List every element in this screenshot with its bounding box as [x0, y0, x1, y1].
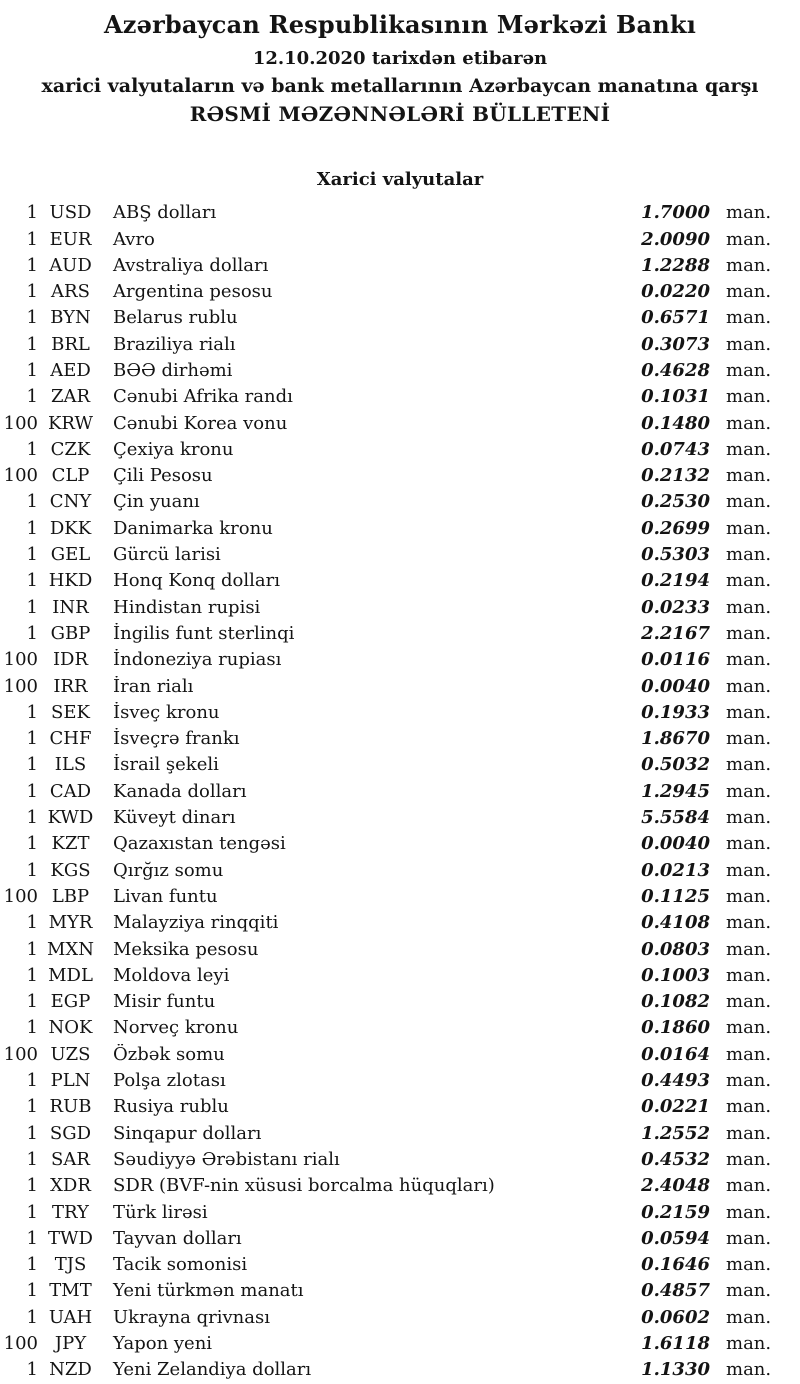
rate-unit-cell: man. — [726, 885, 772, 907]
currency-name-cell: Yeni Zelandiya dolları — [113, 1359, 312, 1381]
rate-value-cell: 0.4857 — [641, 1280, 710, 1302]
currency-name-cell: Cənubi Afrika randı — [113, 386, 293, 408]
rate-row — [0, 463, 772, 489]
rate-value-cell: 1.6118 — [641, 1332, 710, 1354]
rate-unit-cell: man. — [726, 701, 772, 723]
currency-code-cell: HKD — [48, 570, 93, 592]
rate-unit-cell: man. — [726, 412, 772, 434]
rate-value-cell: 1.8670 — [641, 728, 710, 750]
currency-name-cell: Küveyt dinarı — [113, 807, 236, 829]
currency-name-cell: Polşa zlotası — [113, 1070, 226, 1092]
rate-unit-cell: man. — [726, 333, 772, 355]
currency-name-cell: SDR (BVF-nin xüsusi borcalma hüquqları) — [113, 1175, 495, 1197]
currency-name-cell: Yeni türkmən manatı — [113, 1280, 304, 1302]
rate-row — [0, 384, 772, 410]
currency-code-cell: EGP — [50, 991, 91, 1013]
quantity-cell: 100 — [3, 1043, 38, 1065]
rate-value-cell: 1.2552 — [641, 1122, 710, 1144]
currency-code-cell: EUR — [49, 228, 92, 250]
rate-row — [0, 1173, 772, 1199]
rate-unit-cell: man. — [726, 780, 772, 802]
rate-row — [0, 778, 772, 804]
quantity-cell: 100 — [3, 465, 38, 487]
currency-name-cell: Braziliya rialı — [113, 333, 236, 355]
currency-code-cell: JPY — [54, 1332, 87, 1354]
currency-code-cell: PLN — [50, 1070, 91, 1092]
rate-value-cell: 0.4628 — [641, 360, 710, 381]
currency-name-cell: Avstraliya dolları — [113, 254, 269, 276]
rate-value-cell: 0.0743 — [641, 438, 710, 460]
quantity-cell: 1 — [26, 859, 38, 881]
quantity-cell: 1 — [26, 544, 38, 566]
rate-row — [0, 1357, 772, 1383]
currency-code-cell: UZS — [50, 1043, 91, 1065]
currency-name-cell: İsrail şekeli — [113, 754, 219, 776]
rate-unit-cell: man. — [726, 1359, 772, 1381]
rate-value-cell: 0.1031 — [641, 386, 710, 408]
currency-code-cell: BYN — [50, 307, 91, 329]
rate-row — [0, 331, 772, 357]
currency-name-cell: Özbək somu — [113, 1043, 225, 1065]
quantity-cell: 100 — [3, 649, 38, 671]
rate-unit-cell: man. — [726, 1096, 772, 1118]
rate-value-cell: 1.7000 — [641, 202, 710, 224]
currency-name-cell: Moldova leyi — [113, 964, 230, 986]
rate-unit-cell: man. — [726, 1280, 772, 1302]
currency-code-cell: TJS — [54, 1254, 87, 1276]
rate-unit-cell: man. — [726, 386, 772, 408]
quantity-cell: 1 — [26, 570, 38, 592]
currency-name-cell: İsveç kronu — [113, 701, 220, 723]
quantity-cell: 1 — [26, 728, 38, 750]
rate-unit-cell: man. — [726, 649, 772, 671]
quantity-cell: 1 — [26, 833, 38, 855]
quantity-cell: 1 — [26, 1017, 38, 1039]
rate-unit-cell: man. — [726, 307, 772, 329]
rate-value-cell: 0.0220 — [641, 281, 710, 303]
rate-value-cell: 2.4048 — [641, 1175, 710, 1197]
rate-row — [0, 305, 772, 331]
quantity-cell: 1 — [26, 1254, 38, 1276]
currency-name-cell: Argentina pesosu — [113, 281, 273, 303]
rate-value-cell: 0.1480 — [641, 412, 710, 434]
rate-unit-cell: man. — [726, 281, 772, 303]
currency-name-cell: Səudiyyə Ərəbistanı rialı — [113, 1148, 340, 1170]
rate-value-cell: 0.5032 — [641, 754, 710, 776]
currency-code-cell: MDL — [48, 964, 93, 986]
currency-code-cell: IDR — [52, 649, 89, 671]
rate-unit-cell: man. — [726, 465, 772, 487]
rate-value-cell: 0.2530 — [641, 491, 710, 513]
rate-row — [0, 1278, 772, 1304]
currency-name-cell: Qazaxıstan tengəsi — [113, 833, 286, 855]
rate-value-cell: 0.4493 — [641, 1070, 710, 1092]
rate-row — [0, 515, 772, 541]
rate-unit-cell: man. — [726, 517, 772, 539]
currency-code-cell: LBP — [51, 885, 90, 907]
currency-code-cell: AUD — [49, 254, 92, 276]
rate-value-cell: 1.2288 — [641, 254, 710, 276]
rate-unit-cell: man. — [726, 1306, 772, 1328]
currency-code-cell: BRL — [51, 333, 90, 355]
rate-unit-cell: man. — [726, 1201, 772, 1223]
rate-value-cell: 0.0221 — [641, 1096, 710, 1118]
quantity-cell: 1 — [26, 491, 38, 513]
rate-row — [0, 726, 772, 752]
rate-value-cell: 0.1125 — [641, 885, 710, 907]
subtitle-line: xarici valyutaların və bank metallarının Azərbaycan manatına qarşı — [41, 75, 759, 98]
currency-code-cell: KRW — [47, 412, 94, 434]
currency-code-cell: UAH — [48, 1306, 93, 1328]
currency-name-cell: İngilis funt sterlinqi — [113, 622, 295, 644]
rate-value-cell: 1.2945 — [641, 780, 710, 802]
quantity-cell: 1 — [26, 622, 38, 644]
rate-row — [0, 1015, 772, 1041]
currency-name-cell: Norveç kronu — [113, 1017, 239, 1039]
currency-name-cell: İndoneziya rupiası — [113, 649, 282, 671]
quantity-cell: 1 — [26, 912, 38, 934]
currency-code-cell: KZT — [51, 833, 90, 855]
rate-unit-cell: man. — [726, 596, 772, 618]
currency-code-cell: SAR — [51, 1148, 90, 1170]
rate-value-cell: 0.1933 — [641, 701, 710, 723]
rate-row — [0, 962, 772, 988]
currency-name-cell: Çin yuanı — [113, 491, 200, 513]
currency-name-cell: Misir funtu — [113, 991, 216, 1013]
quantity-cell: 100 — [3, 1332, 38, 1354]
quantity-cell: 1 — [26, 938, 38, 960]
currency-name-cell: Kanada dolları — [113, 780, 247, 802]
rate-row — [0, 200, 772, 226]
rate-row — [0, 252, 772, 278]
bulletin-title: RƏSMİ MƏZƏNNƏLƏRİ BÜLLETENİ — [189, 101, 611, 126]
rate-value-cell: 0.0803 — [641, 938, 710, 960]
quantity-cell: 1 — [26, 307, 38, 329]
currency-name-cell: Livan funtu — [113, 885, 218, 907]
rate-value-cell: 0.2194 — [641, 570, 710, 592]
quantity-cell: 1 — [26, 807, 38, 829]
currency-code-cell: SGD — [49, 1122, 92, 1144]
quantity-cell: 1 — [26, 1227, 38, 1249]
exchange-rates-table — [0, 200, 800, 1383]
currency-name-cell: BƏƏ dirhəmi — [113, 360, 233, 381]
quantity-cell: 100 — [3, 675, 38, 697]
rate-row — [0, 1041, 772, 1067]
currency-name-cell: Qırğız somu — [113, 859, 224, 881]
currency-name-cell: Belarus rublu — [113, 307, 238, 329]
quantity-cell: 1 — [26, 780, 38, 802]
currency-code-cell: DKK — [49, 517, 92, 539]
currency-name-cell: Honq Konq dolları — [113, 570, 280, 592]
currency-name-cell: Cənubi Korea vonu — [113, 412, 288, 434]
rate-unit-cell: man. — [726, 1148, 772, 1170]
rate-row — [0, 752, 772, 778]
currency-code-cell: INR — [52, 596, 89, 618]
rate-row — [0, 1146, 772, 1172]
rate-row — [0, 541, 772, 567]
rate-row — [0, 936, 772, 962]
rate-value-cell: 0.2159 — [641, 1201, 710, 1223]
rate-unit-cell: man. — [726, 1017, 772, 1039]
currency-code-cell: CNY — [49, 491, 92, 513]
currency-name-cell: Meksika pesosu — [113, 938, 259, 960]
currency-code-cell: USD — [49, 202, 92, 224]
currency-name-cell: Danimarka kronu — [113, 517, 273, 539]
currency-code-cell: IRR — [53, 675, 88, 697]
quantity-cell: 1 — [26, 1306, 38, 1328]
rate-row — [0, 647, 772, 673]
quantity-cell: 1 — [26, 228, 38, 250]
rate-unit-cell: man. — [726, 228, 772, 250]
quantity-cell: 1 — [26, 1148, 38, 1170]
currency-code-cell: TWD — [48, 1227, 93, 1249]
quantity-cell: 1 — [26, 360, 38, 381]
currency-code-cell: RUB — [49, 1096, 92, 1118]
rate-unit-cell: man. — [726, 675, 772, 697]
quantity-cell: 1 — [26, 754, 38, 776]
currency-code-cell: SEK — [51, 701, 90, 723]
currency-name-cell: Türk lirəsi — [113, 1201, 208, 1223]
rate-unit-cell: man. — [726, 991, 772, 1013]
rate-value-cell: 0.3073 — [641, 333, 710, 355]
quantity-cell: 1 — [26, 1280, 38, 1302]
rate-row — [0, 489, 772, 515]
currency-name-cell: Yapon yeni — [113, 1332, 213, 1354]
rate-unit-cell: man. — [726, 544, 772, 566]
rate-row — [0, 1094, 772, 1120]
rate-unit-cell: man. — [726, 1332, 772, 1354]
currency-code-cell: GEL — [50, 544, 91, 566]
rate-value-cell: 5.5584 — [641, 807, 710, 829]
rate-value-cell: 2.0090 — [641, 228, 710, 250]
rate-unit-cell: man. — [726, 728, 772, 750]
quantity-cell: 1 — [26, 964, 38, 986]
currency-code-cell: MYR — [48, 912, 93, 934]
currency-name-cell: Gürcü larisi — [113, 544, 221, 566]
rate-unit-cell: man. — [726, 912, 772, 934]
quantity-cell: 1 — [26, 596, 38, 618]
rate-value-cell: 0.0233 — [641, 596, 710, 618]
currency-name-cell: Tacik somonisi — [113, 1254, 248, 1276]
rate-row — [0, 910, 772, 936]
quantity-cell: 1 — [26, 281, 38, 303]
currency-code-cell: KWD — [47, 807, 94, 829]
rate-row — [0, 1199, 772, 1225]
rate-value-cell: 0.0602 — [641, 1306, 710, 1328]
quantity-cell: 1 — [26, 1175, 38, 1197]
rate-value-cell: 0.0213 — [641, 859, 710, 881]
currency-name-cell: Çili Pesosu — [113, 465, 213, 487]
rate-value-cell: 0.1646 — [641, 1254, 710, 1276]
quantity-cell: 1 — [26, 701, 38, 723]
rate-value-cell: 1.1330 — [641, 1359, 710, 1381]
rate-unit-cell: man. — [726, 1254, 772, 1276]
currency-code-cell: GBP — [50, 622, 91, 644]
currency-name-cell: İran rialı — [113, 675, 194, 697]
currency-name-cell: Hindistan rupisi — [113, 596, 261, 618]
rate-row — [0, 1304, 772, 1330]
currency-code-cell: TRY — [52, 1201, 89, 1223]
rate-value-cell: 0.4532 — [641, 1148, 710, 1170]
document-header — [0, 0, 800, 126]
rate-row — [0, 673, 772, 699]
rate-unit-cell: man. — [726, 622, 772, 644]
rate-value-cell: 0.4108 — [641, 912, 710, 934]
currency-code-cell: NZD — [49, 1359, 92, 1381]
rate-value-cell: 2.2167 — [641, 622, 710, 644]
rate-unit-cell: man. — [726, 964, 772, 986]
quantity-cell: 1 — [26, 517, 38, 539]
rate-unit-cell: man. — [726, 1070, 772, 1092]
rate-value-cell: 0.2132 — [641, 465, 710, 487]
rate-row — [0, 857, 772, 883]
rate-row — [0, 410, 772, 436]
rate-row — [0, 1067, 772, 1093]
quantity-cell: 1 — [26, 1096, 38, 1118]
rate-row — [0, 226, 772, 252]
currency-code-cell: XDR — [50, 1175, 91, 1197]
currency-name-cell: Çexiya kronu — [113, 438, 234, 460]
rate-unit-cell: man. — [726, 1227, 772, 1249]
quantity-cell: 1 — [26, 386, 38, 408]
currency-code-cell: ZAR — [50, 386, 91, 408]
rate-value-cell: 0.0164 — [641, 1043, 710, 1065]
quantity-cell: 1 — [26, 1070, 38, 1092]
rate-unit-cell: man. — [726, 438, 772, 460]
rate-unit-cell: man. — [726, 859, 772, 881]
currency-code-cell: TMT — [49, 1280, 92, 1302]
rate-value-cell: 0.5303 — [641, 544, 710, 566]
effective-date-line: 12.10.2020 tarixdən etibarən — [252, 47, 548, 69]
currency-code-cell: ILS — [54, 754, 87, 776]
quantity-cell: 1 — [26, 254, 38, 276]
rate-unit-cell: man. — [726, 833, 772, 855]
quantity-cell: 1 — [26, 991, 38, 1013]
rate-value-cell: 0.0040 — [641, 675, 710, 697]
quantity-cell: 100 — [3, 412, 38, 434]
quantity-cell: 1 — [26, 438, 38, 460]
quantity-cell: 1 — [26, 202, 38, 224]
currency-name-cell: ABŞ dolları — [113, 202, 217, 224]
rate-row — [0, 804, 772, 830]
rate-unit-cell: man. — [726, 570, 772, 592]
rate-value-cell: 0.0594 — [641, 1227, 710, 1249]
rate-row — [0, 357, 772, 383]
currency-name-cell: Sinqapur dolları — [113, 1122, 262, 1144]
rate-unit-cell: man. — [726, 807, 772, 829]
currency-code-cell: CZK — [50, 438, 91, 460]
rate-unit-cell: man. — [726, 202, 772, 224]
rate-value-cell: 0.1082 — [641, 991, 710, 1013]
quantity-cell: 1 — [26, 1122, 38, 1144]
rate-row — [0, 594, 772, 620]
rate-row — [0, 278, 772, 304]
currency-code-cell: CHF — [49, 728, 92, 750]
rate-unit-cell: man. — [726, 754, 772, 776]
rate-value-cell: 0.0116 — [641, 649, 710, 671]
currency-code-cell: CLP — [51, 465, 90, 487]
currency-code-cell: CAD — [49, 780, 92, 802]
rate-unit-cell: man. — [726, 1043, 772, 1065]
rate-value-cell: 0.1860 — [641, 1017, 710, 1039]
section-title-foreign-currencies: Xarici valyutalar — [316, 168, 484, 190]
rate-row — [0, 1330, 772, 1356]
currency-code-cell: NOK — [48, 1017, 93, 1039]
rate-value-cell: 0.1003 — [641, 964, 710, 986]
rate-row — [0, 1225, 772, 1251]
currency-name-cell: Malayziya rinqqiti — [113, 912, 279, 934]
currency-code-cell: MXN — [47, 938, 94, 960]
rate-row — [0, 831, 772, 857]
currency-name-cell: Tayvan dolları — [113, 1227, 242, 1249]
rate-unit-cell: man. — [726, 1122, 772, 1144]
currency-code-cell: AED — [50, 360, 91, 381]
currency-name-cell: Rusiya rublu — [113, 1096, 229, 1118]
quantity-cell: 1 — [26, 1201, 38, 1223]
rate-unit-cell: man. — [726, 254, 772, 276]
currency-name-cell: İsveçrə frankı — [113, 728, 240, 750]
rate-row — [0, 1251, 772, 1277]
quantity-cell: 100 — [3, 885, 38, 907]
currency-code-cell: KGS — [50, 859, 91, 881]
rate-row — [0, 620, 772, 646]
rate-row — [0, 568, 772, 594]
bank-title: Azərbaycan Respublikasının Mərkəzi Bankı — [103, 10, 697, 39]
quantity-cell: 1 — [26, 333, 38, 355]
rate-value-cell: 0.0040 — [641, 833, 710, 855]
rate-unit-cell: man. — [726, 1175, 772, 1197]
rate-row — [0, 988, 772, 1014]
quantity-cell: 1 — [26, 1359, 38, 1381]
currency-name-cell: Avro — [113, 228, 155, 250]
rate-unit-cell: man. — [726, 491, 772, 513]
rate-unit-cell: man. — [726, 938, 772, 960]
currency-code-cell: ARS — [51, 281, 90, 303]
rate-value-cell: 0.2699 — [641, 517, 710, 539]
rate-row — [0, 883, 772, 909]
rate-value-cell: 0.6571 — [641, 307, 710, 329]
rate-row — [0, 699, 772, 725]
currency-name-cell: Ukrayna qrivnası — [113, 1306, 270, 1328]
rate-row — [0, 436, 772, 462]
rate-row — [0, 1120, 772, 1146]
rate-unit-cell: man. — [726, 360, 772, 381]
